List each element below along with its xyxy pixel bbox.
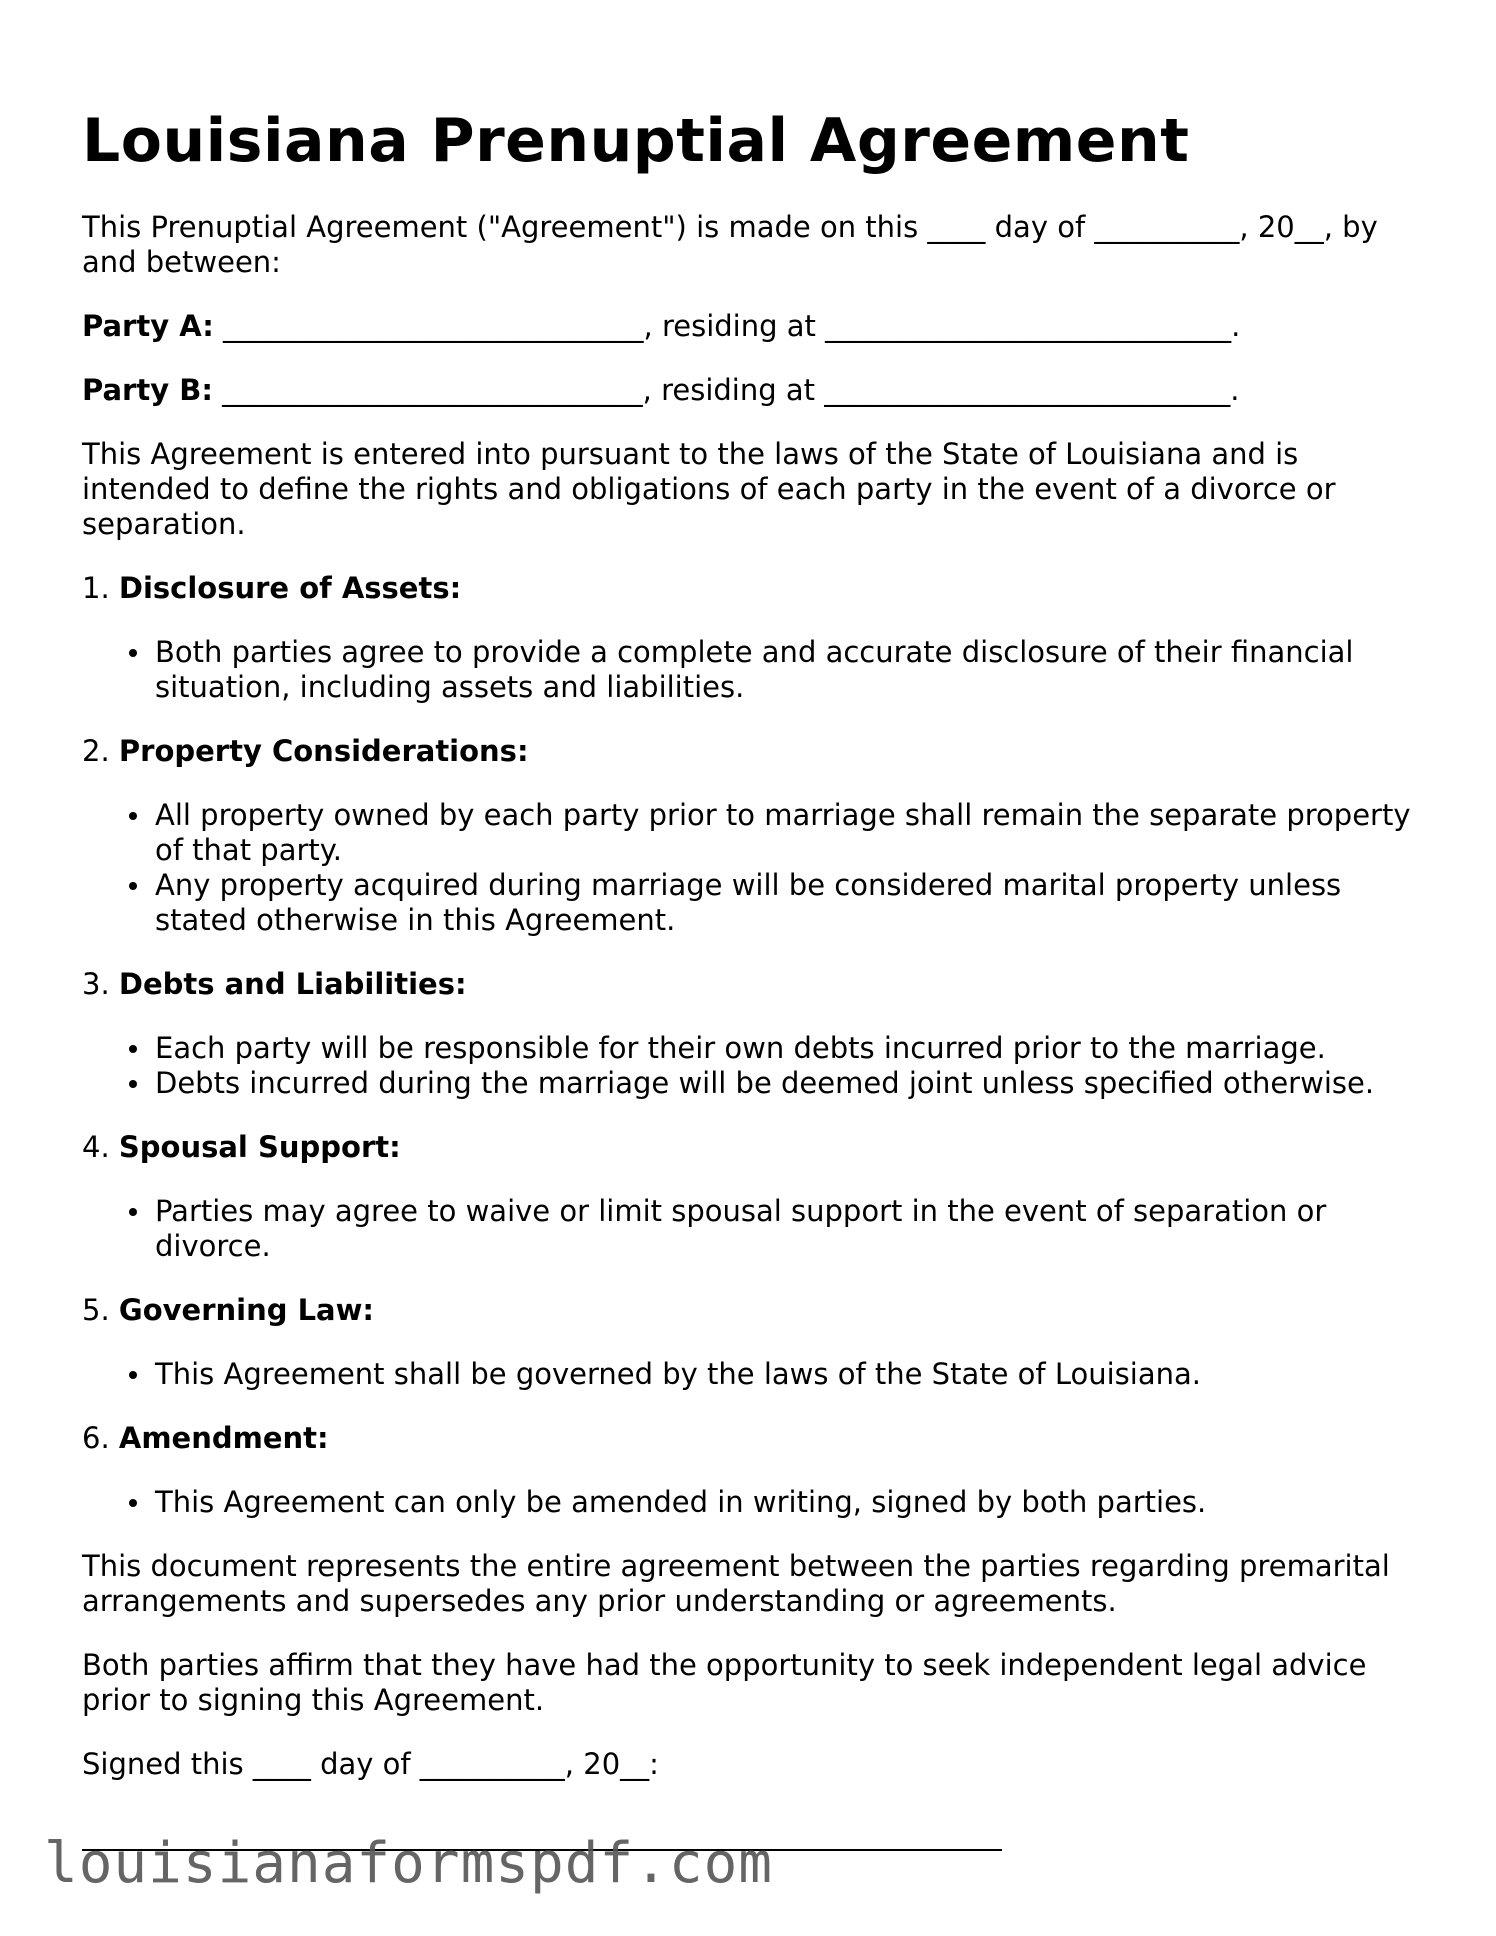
section-heading <box>82 734 1422 769</box>
watermark-text: louisianaformspdf.com <box>44 1831 774 1896</box>
bullet-icon <box>129 882 137 890</box>
list-item <box>155 1066 1422 1101</box>
signed-date-line: Signed this ____ day of __________, 20__: <box>82 1747 659 1781</box>
document-page <box>82 96 1422 1782</box>
bullet-icon <box>129 812 137 820</box>
bullet-icon <box>129 1045 137 1053</box>
party-a-line <box>82 309 1422 344</box>
section-title: Amendment: <box>118 1421 329 1455</box>
section-bullet-list <box>82 1357 1422 1392</box>
bullet-icon <box>129 649 137 657</box>
bullet-icon <box>129 1208 137 1216</box>
list-item-text: Any property acquired during marriage will be considered marital property unless stated otherwise in this Agreement. <box>155 868 1342 937</box>
section-title: Governing Law: <box>118 1293 375 1327</box>
list-item-text: All property owned by each party prior to marriage shall remain the separate property of that party. <box>155 798 1411 867</box>
list-item <box>155 868 1422 938</box>
section-bullet-list <box>82 1194 1422 1264</box>
section-bullet-list <box>82 635 1422 705</box>
party-b-line <box>82 373 1422 408</box>
list-item-text: Both parties agree to provide a complete and accurate disclosure of their financial situation, including assets and liabilities. <box>155 635 1354 704</box>
list-item-text: Each party will be responsible for their own debts incurred prior to the marriage. <box>155 1031 1326 1065</box>
party-b-blanks: _____________________________, residing at ____________________________. <box>212 373 1240 407</box>
section-number: 5. <box>82 1293 119 1327</box>
section-number: 2. <box>82 734 119 768</box>
section-heading <box>82 1421 1422 1456</box>
section-heading <box>82 1130 1422 1165</box>
section-heading <box>82 571 1422 606</box>
list-item-text: This Agreement can only be amended in writing, signed by both parties. <box>155 1485 1207 1519</box>
list-item <box>155 798 1422 868</box>
legal-advice-paragraph: Both parties affirm that they have had the opportunity to seek independent legal advice prior to signing this Agreement. <box>82 1648 1367 1717</box>
list-item <box>155 635 1422 705</box>
section-heading <box>82 967 1422 1002</box>
section-number: 6. <box>82 1421 119 1455</box>
section-number: 3. <box>82 967 119 1001</box>
list-item <box>155 1357 1422 1392</box>
intro-paragraph: This Prenuptial Agreement ("Agreement") is made on this ____ day of __________, 20__, by and between: <box>82 210 1378 279</box>
bullet-icon <box>129 1499 137 1507</box>
list-item-text: Parties may agree to waive or limit spousal support in the event of separation or divorce. <box>155 1194 1327 1263</box>
section-title: Property Considerations: <box>118 734 529 768</box>
section-title: Spousal Support: <box>118 1130 401 1164</box>
bullet-icon <box>129 1080 137 1088</box>
section-bullet-list <box>82 798 1422 938</box>
section-title: Debts and Liabilities: <box>118 967 467 1001</box>
list-item <box>155 1031 1422 1066</box>
list-item <box>155 1194 1422 1264</box>
section-bullet-list <box>82 1031 1422 1101</box>
section-bullet-list <box>82 1485 1422 1520</box>
section-number: 1. <box>82 571 119 605</box>
bullet-icon <box>129 1371 137 1379</box>
party-a-blanks: _____________________________, residing at ____________________________. <box>213 309 1241 343</box>
party-b-label: Party B: <box>82 373 213 407</box>
purpose-paragraph: This Agreement is entered into pursuant to the laws of the State of Louisiana and is intended to define the rights and obligations of each party in the event of a divorce or separation. <box>82 437 1336 541</box>
document-title: Louisiana Prenuptial Agreement <box>82 106 1190 176</box>
party-a-label: Party A: <box>82 309 214 343</box>
section-number: 4. <box>82 1130 119 1164</box>
section-heading <box>82 1293 1422 1328</box>
section-title: Disclosure of Assets: <box>118 571 462 605</box>
list-item <box>155 1485 1422 1520</box>
list-item-text: Debts incurred during the marriage will be deemed joint unless specified otherwise. <box>155 1066 1375 1100</box>
entire-agreement-paragraph: This document represents the entire agreement between the parties regarding premarital arrangements and supersedes any prior understanding or agreements. <box>82 1549 1390 1618</box>
list-item-text: This Agreement shall be governed by the laws of the State of Louisiana. <box>155 1357 1201 1391</box>
